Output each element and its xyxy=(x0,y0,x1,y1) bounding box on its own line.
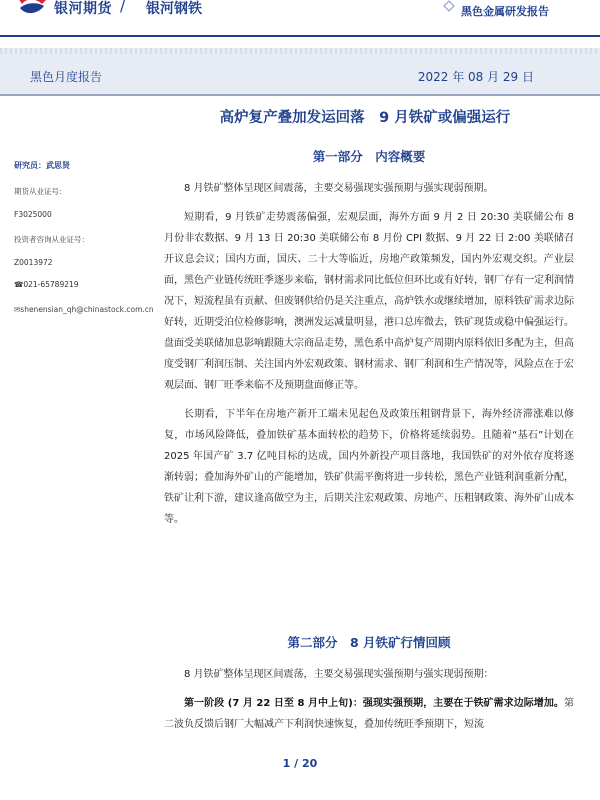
brand-sub-name: 银河钢铁 xyxy=(146,1,202,17)
section-1-heading: 第一部分 内容概要 xyxy=(312,149,426,164)
phase-one-text: 第二波负反馈后钢厂大幅减产下利润快速恢复，叠加传统旺季预期下，短流 xyxy=(164,698,574,730)
yinhe-logo-icon xyxy=(14,0,50,18)
section-2-heading: 第二部分 8 月铁矿行情回顾 xyxy=(287,635,451,650)
review-intro-paragraph: 8 月铁矿整体呈现区间震荡，主要交易强现实强预期与强实现弱预期： xyxy=(184,669,494,680)
report-title: 高炉复产叠加发运回落 9 月铁矿或偏强运行 xyxy=(219,110,511,126)
total-pages: 20 xyxy=(302,757,318,770)
summary-paragraph: 8 月铁矿整体呈现区间震荡，主要交易强现实强预期与强实现弱预期。 xyxy=(184,183,494,194)
phone-contact: ☎021-65789219 xyxy=(14,280,79,289)
page-header xyxy=(0,0,600,38)
phase-one-lead: 第一阶段 (7 月 22 日至 8 月中上旬)：强现实强预期，主要在于铁矿需求边际增加。 xyxy=(184,698,564,709)
consulting-qualification-label: 投资者咨询从业证号： xyxy=(14,235,89,244)
page-number xyxy=(0,757,600,770)
consulting-qualification-number: Z0013972 xyxy=(14,258,53,267)
futures-qualification-label: 期货从业证号： xyxy=(14,187,67,196)
report-type: 黑色月度报告 xyxy=(30,70,103,84)
diamond-icon xyxy=(443,0,454,11)
band-texture xyxy=(0,48,600,54)
short-term-paragraph: 短期看，9 月铁矿走势震荡偏强，宏观层面，海外方面 9 月 2 日 20:30 美联储公布 8 月份非农数据、9 月 13 日 20:30 美联储公布 8 月份 CPI 数据、9 月 22 日 2:00 美联储召开议息会议；国内方面，国庆、二十大等临近，房地产政策频发，国内外宏观交织。产业层面，黑色产业链传统旺季逐步来临，钢材需求同比低位但环比或有好转，钢厂存有一定利润情况下，短流程虽有贡献、但废钢供给仍是关注重点，高炉铁水或继续增加，原料铁矿需求边际好转，近期受泊位检修影响，澳洲发运减量明显，港口总库微去，铁矿现货或稳中偏强运行。盘面受美联储加息影响跟随大宗商品走势，黑色系中高炉复产周期内原料依旧多配为主，但高度受钢厂利润压制、关注国内外宏观政策、钢材需求、钢厂利润和生产情况等，风险点在于宏观层面、钢厂旺季来临不及预期盘面修正等。 xyxy=(164,212,574,391)
page-separator: / xyxy=(290,757,303,770)
researcher-name: 研究员：武思贤 xyxy=(14,161,70,170)
current-page: 1 xyxy=(282,757,291,770)
long-term-paragraph: 长期看，下半年在房地产新开工端未见起色及政策压粗钢背景下，海外经济滞涨难以修复，市场风险降低，叠加铁矿基本面转松的趋势下，价格将延续弱势。且随着“基石”计划在 2025 年国产矿 3.7 亿吨目标的达成，国内外新投产项目落地，我国铁矿的对外依存度将逐渐转弱；叠加海外矿山的产能增加，铁矿供需平衡将进一步转松，黑色产业链利润重新分配，铁矿让利下游，建议逢高做空为主，后期关注宏观政策、房地产、压粗钢政策、海外矿山成本等。 xyxy=(164,409,574,525)
header-divider xyxy=(0,35,600,37)
section-2-body xyxy=(164,664,574,735)
futures-qualification-number: F3025000 xyxy=(14,210,52,219)
phase-one-paragraph xyxy=(164,693,574,735)
section-1-body xyxy=(164,178,574,530)
email-contact[interactable]: ✉shenensian_qh@chinastock.com.cn xyxy=(14,305,154,314)
brand-name: 银河期货 xyxy=(54,1,112,17)
report-date: 2022 年 08 月 29 日 xyxy=(417,70,534,84)
department-label: 黑色金属研发报告 xyxy=(461,5,549,18)
brand-separator: / xyxy=(120,0,126,15)
